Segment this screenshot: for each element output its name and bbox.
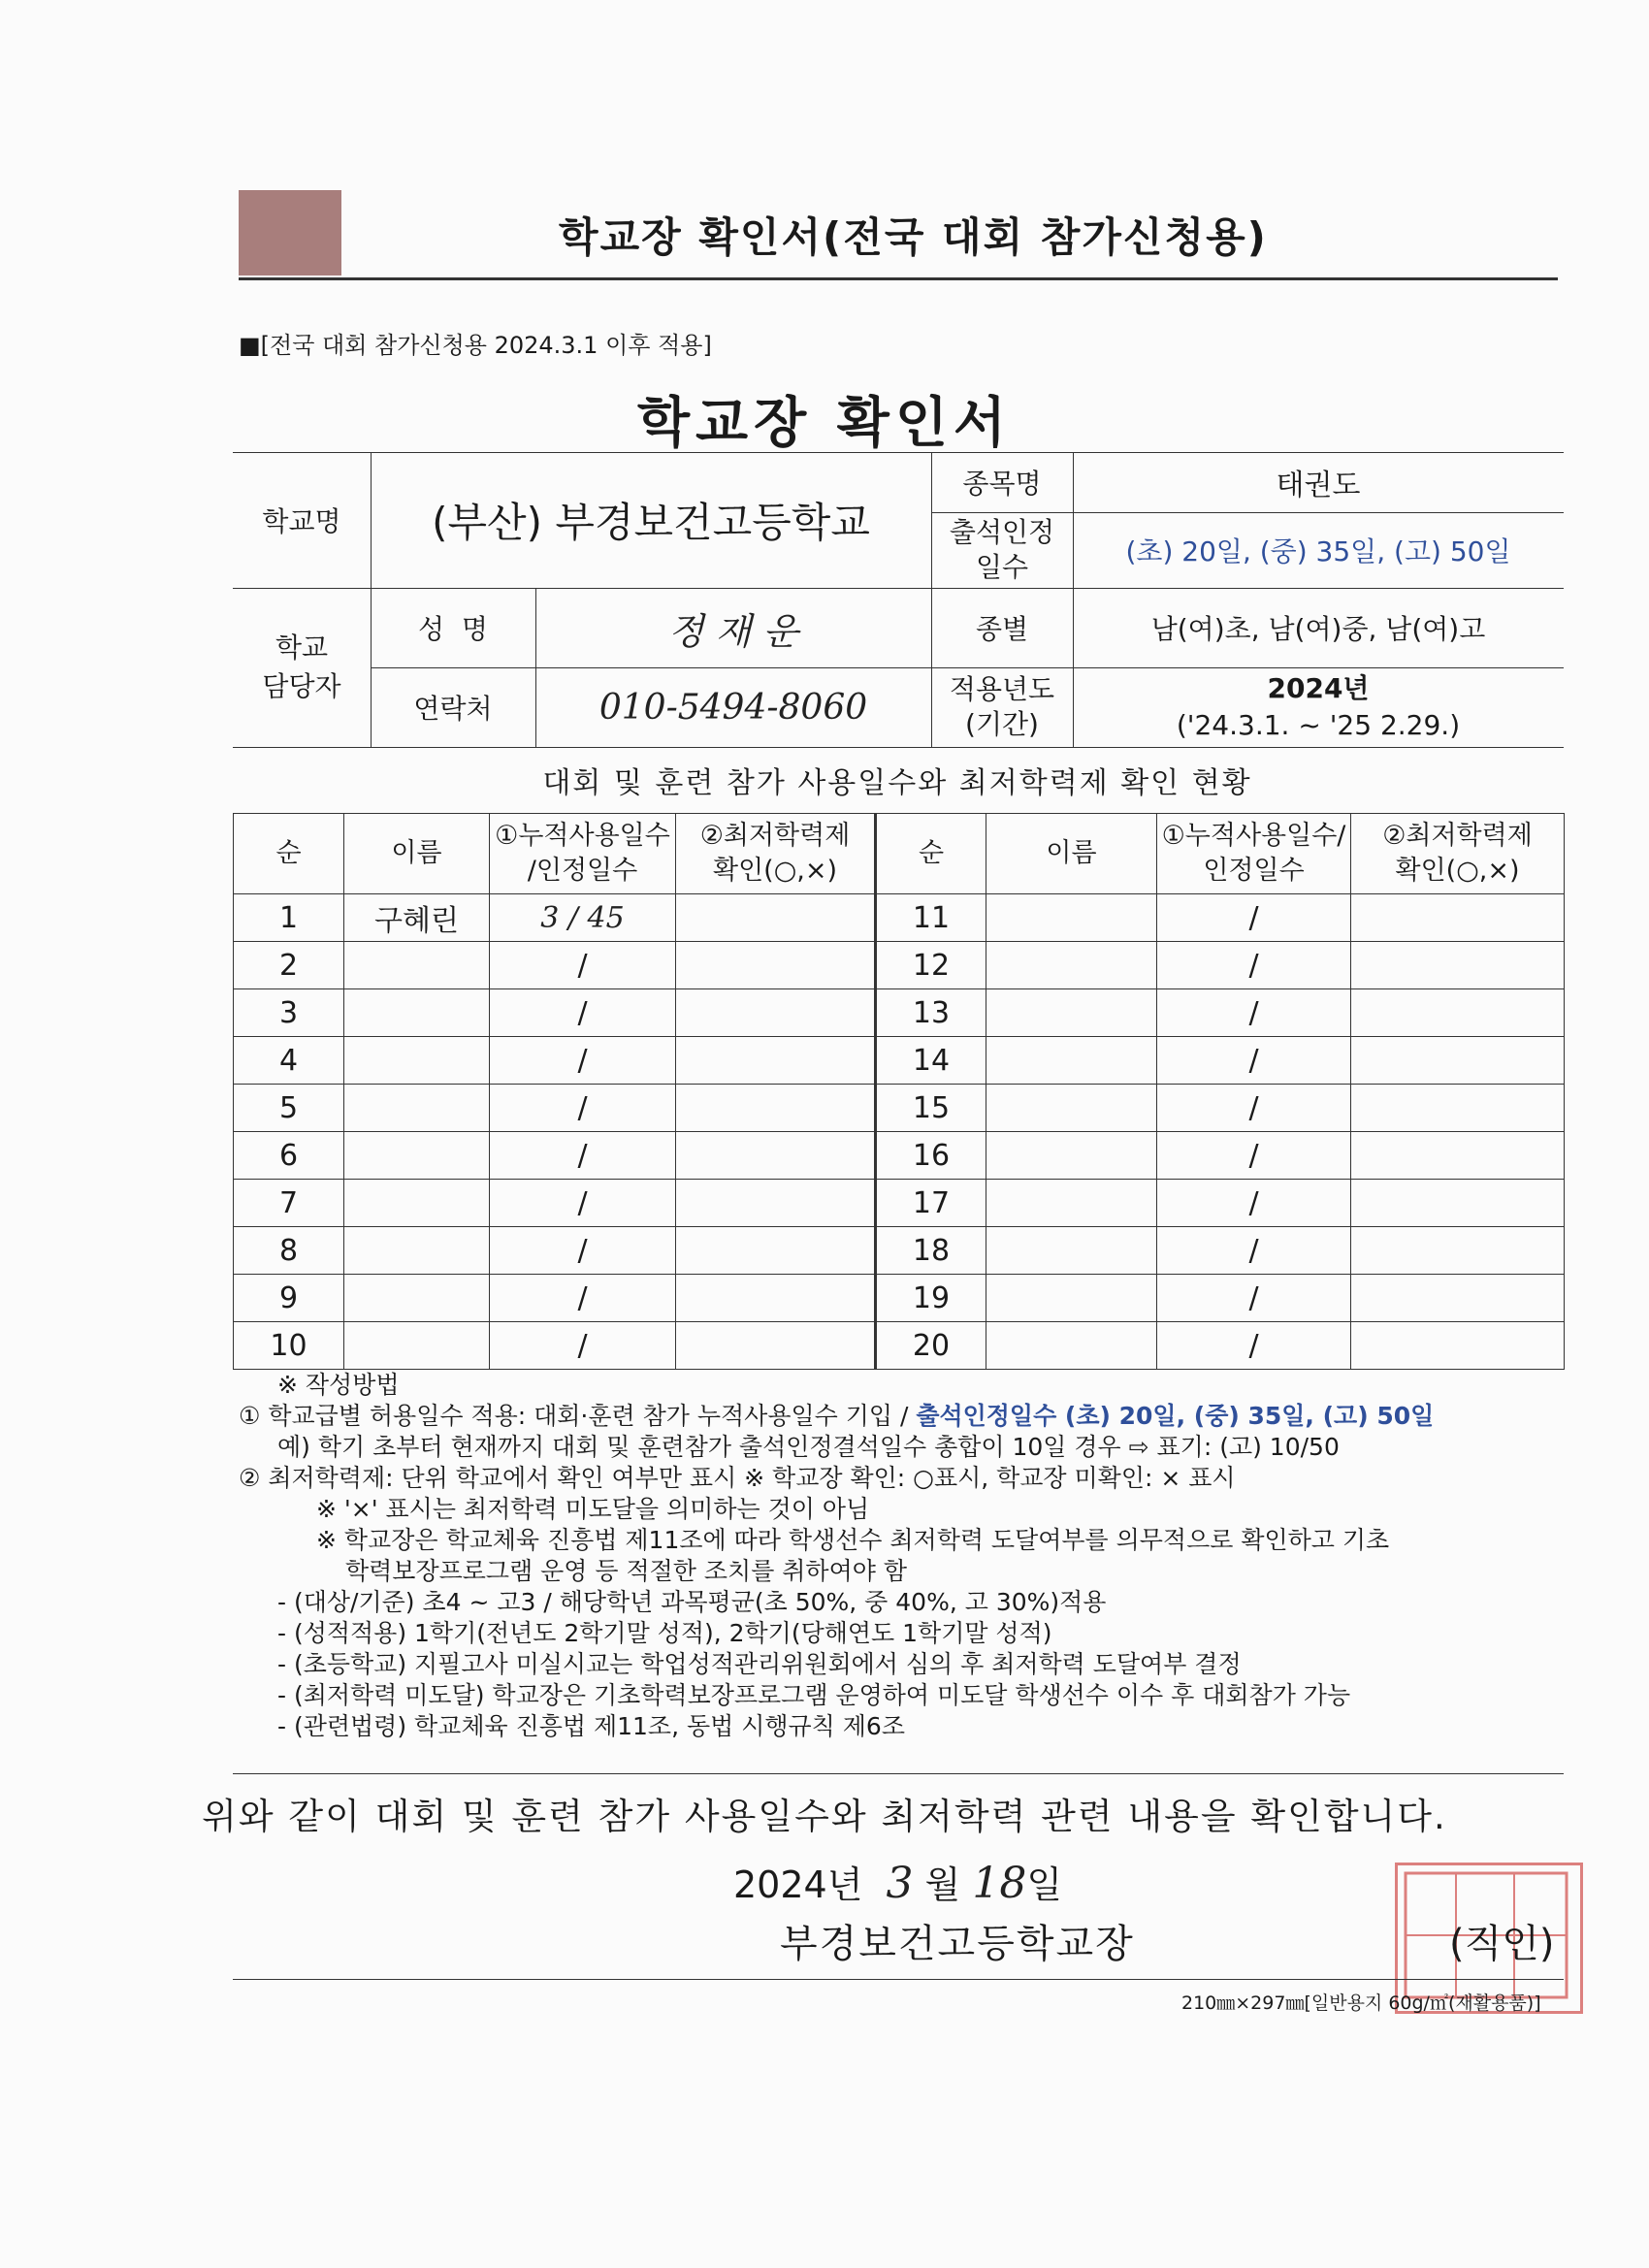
event-label: 종목명	[962, 468, 1042, 500]
days-cell: /	[1157, 989, 1351, 1037]
row-number: 1	[234, 894, 344, 942]
min-academic-cell	[676, 1275, 876, 1322]
days-cell: /	[1157, 1085, 1351, 1132]
min-academic-cell	[676, 989, 876, 1037]
header-name: 이름	[344, 814, 490, 894]
min-academic-cell	[1351, 1085, 1565, 1132]
row-number: 12	[876, 942, 986, 989]
header-band	[239, 190, 1558, 280]
instruction-line: ※ 학교장은 학교체육 진흥법 제11조에 따라 학생선수 최저학력 도달여부를 의무적으로 확인하고 기초	[316, 1526, 1390, 1554]
student-name	[986, 1275, 1157, 1322]
student-name	[344, 1132, 490, 1180]
year-label: 적용년도 (기간)	[949, 673, 1055, 740]
table-row	[234, 1132, 1565, 1180]
student-name	[344, 1180, 490, 1227]
student-name	[986, 942, 1157, 989]
days-cell: /	[1157, 1180, 1351, 1227]
table-row	[234, 894, 1565, 942]
paper-spec: 210㎜×297㎜[일반용지 60g/㎡(재활용품)]	[1181, 1993, 1541, 2014]
days-cell: /	[490, 1085, 676, 1132]
days-cell: /	[490, 1275, 676, 1322]
row-number: 15	[876, 1085, 986, 1132]
row-number: 16	[876, 1132, 986, 1180]
year-value: 2024년	[1267, 672, 1370, 704]
min-academic-cell	[676, 1085, 876, 1132]
min-academic-cell	[676, 1180, 876, 1227]
instruction-line: - (최저학력 미도달) 학교장은 기초학력보장프로그램 운영하여 미도달 학생선수 이수 후 대회참가 가능	[277, 1681, 1351, 1709]
attendance-highlight: 출석인정일수 (초) 20일, (중) 35일, (고) 50일	[916, 1402, 1435, 1430]
row-number: 18	[876, 1227, 986, 1275]
row-number: 14	[876, 1037, 986, 1085]
min-academic-cell	[676, 1037, 876, 1085]
table-header-row	[234, 814, 1565, 894]
min-academic-cell	[1351, 1132, 1565, 1180]
min-academic-cell	[1351, 1037, 1565, 1085]
header-days: ①누적사용일수 /인정일수	[490, 814, 676, 894]
date-day: 18	[972, 1859, 1027, 1908]
instructions-title: ※ 작성방법	[277, 1371, 400, 1399]
table-row	[234, 1037, 1565, 1085]
instruction-line: - (초등학교) 지필고사 미실시교는 학업성적관리위원회에서 심의 후 최저학력 도달여부 결정	[277, 1650, 1242, 1678]
header-min-academic: ②최저학력제 확인(○,×)	[676, 814, 876, 894]
days-cell: /	[490, 989, 676, 1037]
row-number: 17	[876, 1180, 986, 1227]
row-number: 13	[876, 989, 986, 1037]
student-name	[344, 1275, 490, 1322]
manager-label: 학교 담당자	[262, 632, 341, 702]
table-row	[234, 989, 1565, 1037]
attendance-label: 출석인정 일수	[949, 516, 1055, 583]
student-name	[344, 942, 490, 989]
min-academic-cell	[1351, 942, 1565, 989]
table-row	[234, 1085, 1565, 1132]
divider	[233, 1773, 1564, 1774]
signature-date	[733, 1855, 1062, 1908]
min-academic-cell	[676, 1322, 876, 1370]
main-title: 학교장 확인서	[636, 392, 1013, 455]
gender-value: 남(여)초, 남(여)중, 남(여)고	[1150, 613, 1486, 645]
student-name	[986, 1037, 1157, 1085]
header-color-block	[239, 190, 341, 275]
student-name	[986, 1132, 1157, 1180]
date-day-label: 일	[1026, 1863, 1063, 1906]
student-name	[344, 1322, 490, 1370]
contact-label: 연락처	[413, 693, 493, 725]
instruction-line: - (대상/기준) 초4 ~ 고3 / 해당학년 과목평균(초 50%, 중 40%, 고 30%)적용	[277, 1588, 1107, 1616]
date-month-label: 월	[924, 1863, 961, 1906]
row-number: 8	[234, 1227, 344, 1275]
gender-label: 종별	[975, 613, 1029, 645]
student-name	[986, 1322, 1157, 1370]
days-cell: /	[490, 1180, 676, 1227]
header-title: 학교장 확인서(전국 대회 참가신청용)	[559, 213, 1268, 261]
instruction-line: 학력보장프로그램 운영 등 적절한 조치를 취하여야 함	[345, 1557, 907, 1585]
section-title: 대회 및 훈련 참가 사용일수와 최저학력제 확인 현황	[542, 766, 1252, 800]
days-cell: /	[1157, 942, 1351, 989]
applicability-note: ■[전국 대회 참가신청용 2024.3.1 이후 적용]	[239, 332, 712, 359]
info-block	[233, 452, 1562, 747]
period-value: ('24.3.1. ~ '25 2.29.)	[1176, 709, 1461, 741]
student-name	[986, 1227, 1157, 1275]
days-cell: /	[490, 942, 676, 989]
min-academic-cell	[676, 1227, 876, 1275]
days-cell: /	[490, 1227, 676, 1275]
days-cell: /	[1157, 1227, 1351, 1275]
row-number: 9	[234, 1275, 344, 1322]
seal-label: (직인)	[1449, 1922, 1555, 1966]
min-academic-cell	[1351, 894, 1565, 942]
instruction-line: ※ '×' 표시는 최저학력 미도달을 의미하는 것이 아님	[316, 1495, 870, 1523]
confirmation-statement: 위와 같이 대회 및 훈련 참가 사용일수와 최저학력 관련 내용을 확인합니다.	[202, 1796, 1447, 1837]
student-name	[344, 1227, 490, 1275]
min-academic-cell	[676, 894, 876, 942]
instruction-text: ① 학교급별 허용일수 적용: 대회·훈련 참가 누적사용일수 기입 /	[239, 1402, 917, 1430]
table-row	[234, 1227, 1565, 1275]
instruction-line: - (성적적용) 1학기(전년도 2학기말 성적), 2학기(당해연도 1학기말 성적)	[277, 1619, 1052, 1647]
table-row	[234, 942, 1565, 989]
student-name	[986, 894, 1157, 942]
days-cell: /	[1157, 1037, 1351, 1085]
days-cell: /	[1157, 894, 1351, 942]
table-row	[234, 1322, 1565, 1370]
row-number: 20	[876, 1322, 986, 1370]
student-name	[986, 989, 1157, 1037]
instruction-line: 예) 학기 초부터 현재까지 대회 및 훈련참가 출석인정결석일수 총합이 10일 경우 ⇨ 표기: (고) 10/50	[277, 1433, 1340, 1461]
days-cell: /	[1157, 1322, 1351, 1370]
contact-value: 010-5494-8060	[598, 687, 868, 728]
days-cell: /	[490, 1037, 676, 1085]
attendance-value: (초) 20일, (중) 35일, (고) 50일	[1125, 535, 1511, 567]
principal-name: 부경보건고등학교장	[780, 1922, 1135, 1966]
min-academic-cell	[676, 942, 876, 989]
event-value: 태권도	[1276, 469, 1361, 502]
header-min-academic: ②최저학력제 확인(○,×)	[1351, 814, 1565, 894]
instruction-line	[239, 1401, 1577, 1432]
min-academic-cell	[676, 1132, 876, 1180]
row-number: 5	[234, 1085, 344, 1132]
row-number: 11	[876, 894, 986, 942]
row-number: 7	[234, 1180, 344, 1227]
row-number: 3	[234, 989, 344, 1037]
student-name	[344, 1085, 490, 1132]
days-cell: 3 / 45	[490, 894, 676, 942]
status-table	[233, 813, 1565, 1370]
row-number: 19	[876, 1275, 986, 1322]
student-name	[986, 1180, 1157, 1227]
days-cell: /	[1157, 1275, 1351, 1322]
school-name: (부산) 부경보건고등학교	[432, 499, 870, 546]
min-academic-cell	[1351, 1180, 1565, 1227]
row-number: 4	[234, 1037, 344, 1085]
instructions	[239, 1370, 1577, 1742]
header-no: 순	[234, 814, 344, 894]
student-name: 구혜린	[344, 894, 490, 942]
days-cell: /	[490, 1322, 676, 1370]
name-label: 성 명	[418, 613, 488, 645]
student-name	[344, 989, 490, 1037]
school-label: 학교명	[262, 505, 341, 537]
min-academic-cell	[1351, 1322, 1565, 1370]
header-days: ①누적사용일수/ 인정일수	[1157, 814, 1351, 894]
header-name: 이름	[986, 814, 1157, 894]
divider	[233, 1979, 1564, 1980]
date-month: 3	[886, 1859, 914, 1908]
days-cell: /	[1157, 1132, 1351, 1180]
min-academic-cell	[1351, 989, 1565, 1037]
student-name	[986, 1085, 1157, 1132]
header-no: 순	[876, 814, 986, 894]
instruction-line: ② 최저학력제: 단위 학교에서 확인 여부만 표시 ※ 학교장 확인: ○표시, 학교장 미확인: × 표시	[239, 1464, 1236, 1492]
manager-name: 정 재 운	[667, 609, 799, 653]
min-academic-cell	[1351, 1275, 1565, 1322]
min-academic-cell	[1351, 1227, 1565, 1275]
row-number: 2	[234, 942, 344, 989]
row-number: 6	[234, 1132, 344, 1180]
table-row	[234, 1275, 1565, 1322]
student-name	[344, 1037, 490, 1085]
year-value-cell	[1073, 667, 1564, 747]
days-cell: /	[490, 1132, 676, 1180]
row-number: 10	[234, 1322, 344, 1370]
table-row	[234, 1180, 1565, 1227]
instruction-line: - (관련법령) 학교체육 진흥법 제11조, 동법 시행규칙 제6조	[277, 1712, 905, 1740]
date-year: 2024년	[733, 1863, 863, 1906]
